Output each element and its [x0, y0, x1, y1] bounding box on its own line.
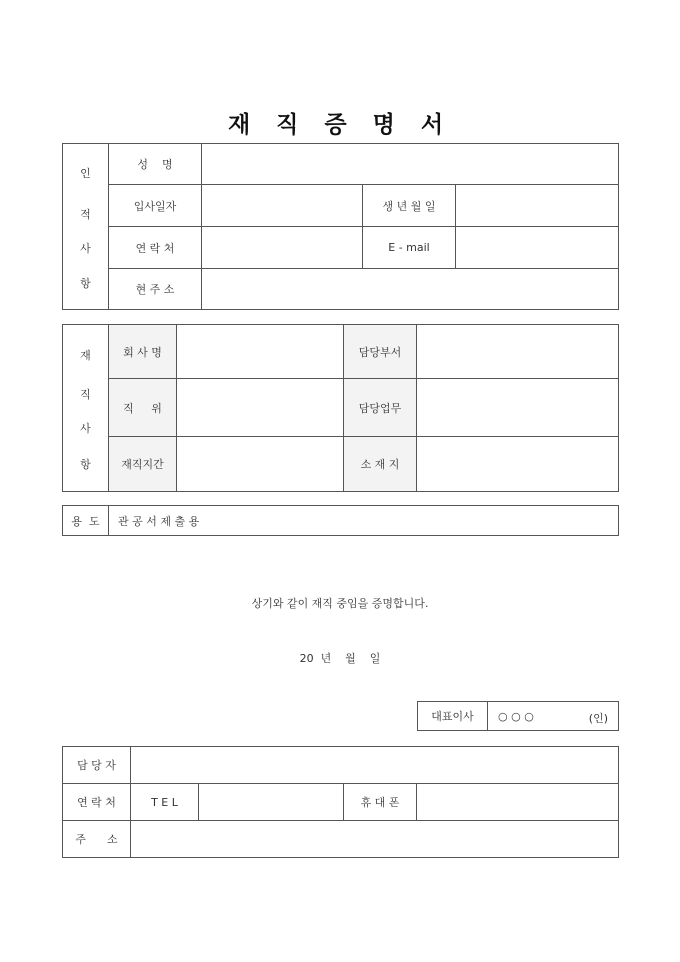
tel-field[interactable]	[199, 784, 344, 821]
hire-date-label: 입사일자	[109, 185, 202, 227]
section-char: 항	[80, 458, 91, 471]
seal-mark: (인)	[588, 712, 608, 725]
company-field[interactable]	[177, 325, 344, 379]
duty-label: 담당업무	[344, 379, 417, 437]
mobile-label: 휴 대 폰	[344, 784, 417, 821]
department-field[interactable]	[417, 325, 619, 379]
contact-label: 연 락 처	[109, 227, 202, 269]
period-label: 재직지간	[109, 437, 177, 492]
name-field[interactable]	[202, 144, 619, 185]
document-title: 재 직 증 명 서	[227, 112, 453, 138]
purpose-label: 용 도	[63, 506, 109, 536]
position-label: 직 위	[109, 379, 177, 437]
personal-section-label	[63, 144, 109, 310]
location-label: 소 재 지	[344, 437, 417, 492]
certification-statement: 상기와 같이 재직 중임을 증명합니다.	[251, 597, 429, 610]
manager-info-table	[62, 746, 619, 858]
section-char: 사	[80, 422, 91, 435]
employment-info-table	[62, 324, 619, 492]
address-field[interactable]	[202, 269, 619, 310]
manager-address-field[interactable]	[131, 821, 619, 858]
section-char: 직	[80, 388, 91, 401]
position-field[interactable]	[177, 379, 344, 437]
department-label: 담당부서	[344, 325, 417, 379]
name-label: 성 명	[109, 144, 202, 185]
tel-label: T E L	[131, 784, 199, 821]
company-label: 회 사 명	[109, 325, 177, 379]
ceo-signature-field[interactable]	[488, 702, 619, 731]
personal-info-table	[62, 143, 619, 310]
email-field[interactable]	[456, 227, 619, 269]
birth-date-field[interactable]	[456, 185, 619, 227]
purpose-table	[62, 505, 619, 536]
hire-date-field[interactable]	[202, 185, 363, 227]
contact-field[interactable]	[202, 227, 363, 269]
section-char: 항	[80, 277, 91, 290]
section-char: 사	[80, 242, 91, 255]
ceo-name: ○ ○ ○	[498, 710, 534, 723]
section-char: 인	[80, 167, 91, 180]
period-field[interactable]	[177, 437, 344, 492]
email-label: E - mail	[363, 227, 456, 269]
ceo-signature-table	[417, 701, 619, 731]
purpose-field[interactable]: 관 공 서 제 출 용	[109, 506, 619, 536]
manager-person-field[interactable]	[131, 747, 619, 784]
ceo-label: 대표이사	[418, 702, 488, 731]
section-char: 재	[80, 349, 91, 362]
manager-person-label: 담 당 자	[63, 747, 131, 784]
date-line: 20 년 월 일	[299, 652, 381, 665]
duty-field[interactable]	[417, 379, 619, 437]
mobile-field[interactable]	[417, 784, 619, 821]
address-label: 현 주 소	[109, 269, 202, 310]
employment-section-label	[63, 325, 109, 492]
manager-contact-label: 연 락 처	[63, 784, 131, 821]
birth-date-label: 생 년 월 일	[363, 185, 456, 227]
section-char: 적	[80, 208, 91, 221]
manager-address-label: 주 소	[63, 821, 131, 858]
location-field[interactable]	[417, 437, 619, 492]
